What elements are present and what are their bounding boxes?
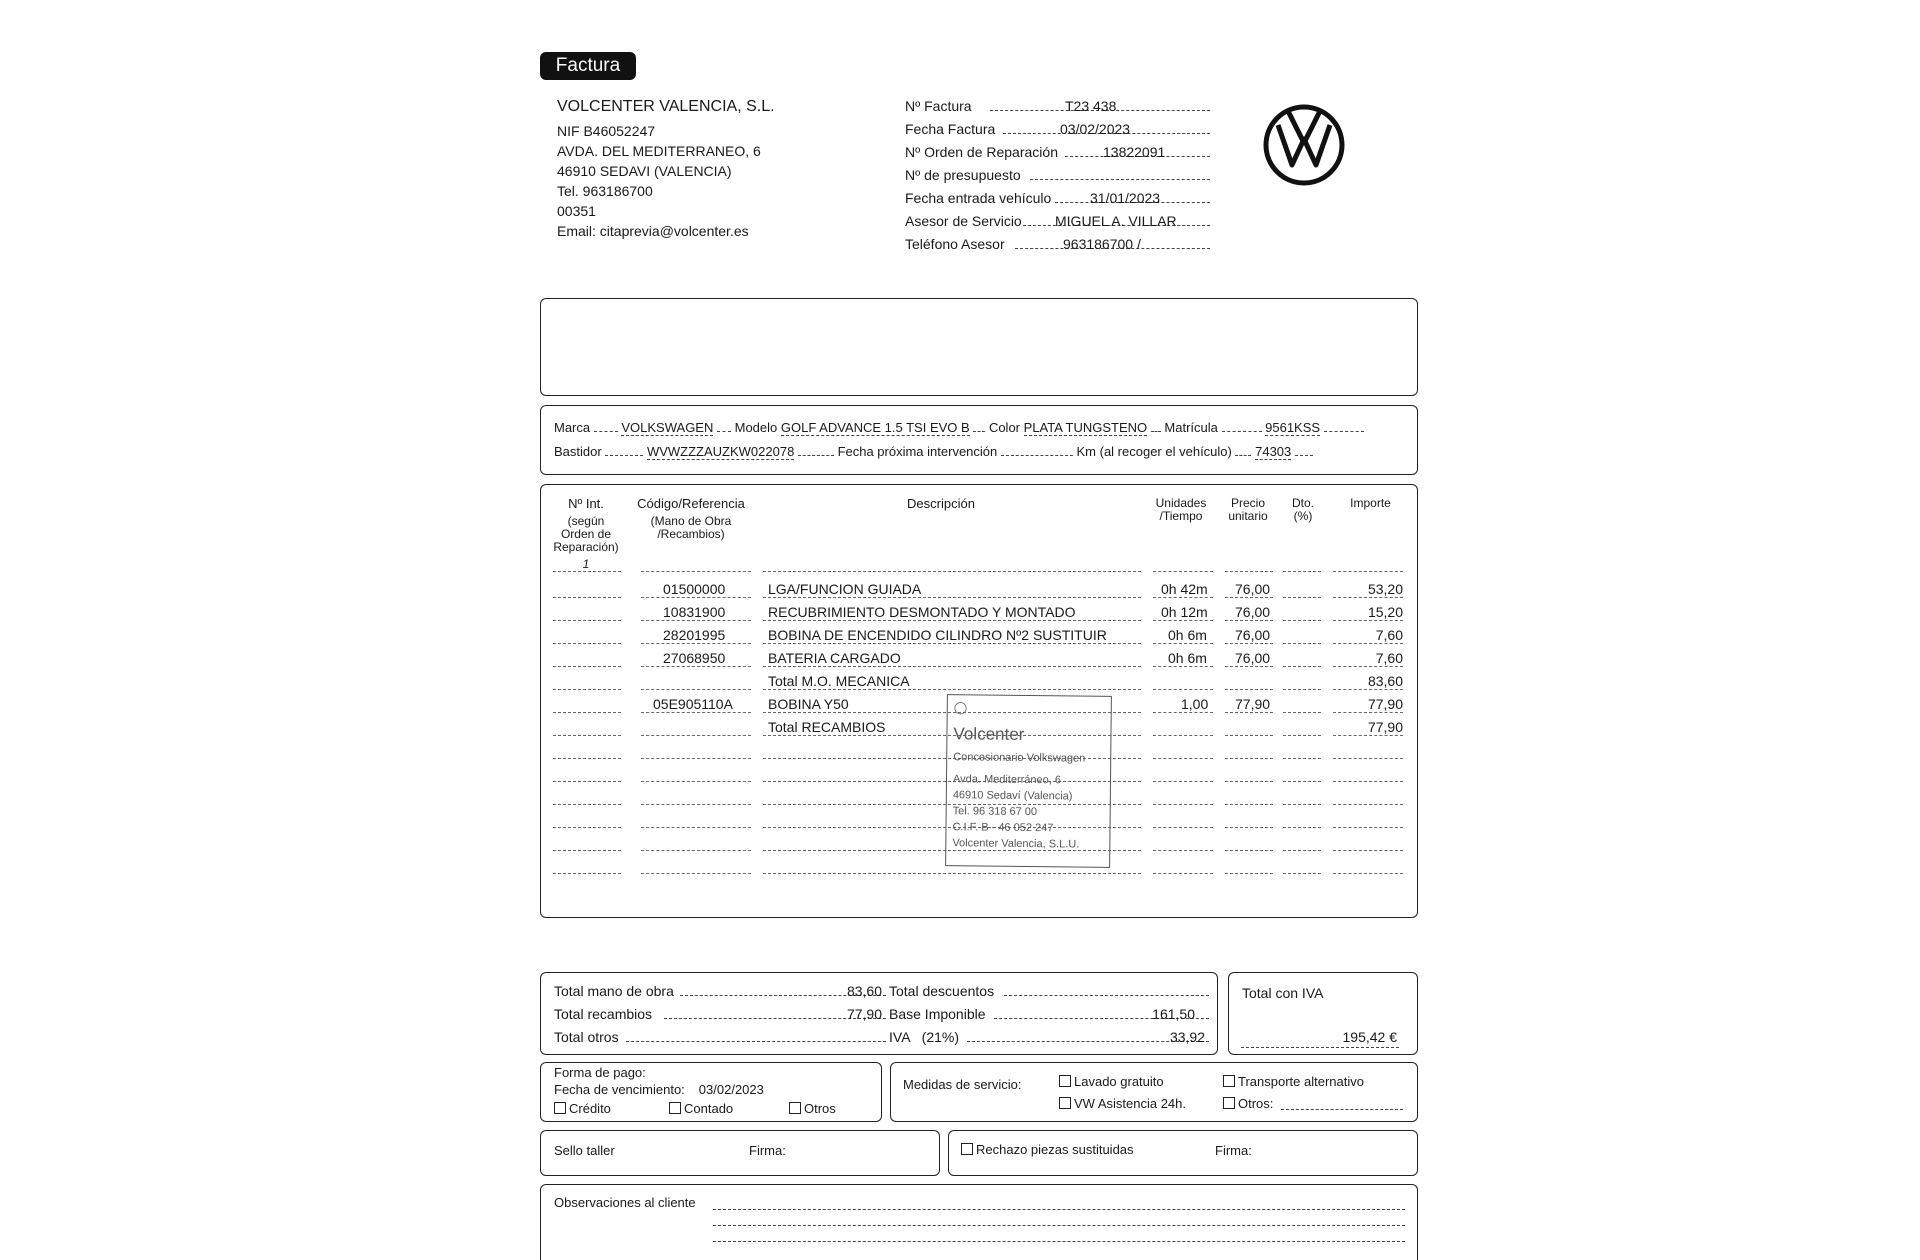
col-header-unidades: Unidades /Tiempo [1155, 496, 1207, 523]
row-guide-line [1333, 735, 1403, 736]
observaciones-label: Observaciones al cliente [554, 1195, 696, 1210]
meta-row: Nº de presupuesto [905, 167, 1210, 190]
row-guide-line [1283, 850, 1321, 851]
row-guide-line [1283, 689, 1321, 690]
row-guide-line [763, 689, 1141, 690]
checkbox[interactable] [1059, 1075, 1071, 1087]
row-guide-line [1333, 781, 1403, 782]
row-guide-line [553, 827, 621, 828]
row-guide-line [1333, 689, 1403, 690]
row-code: 10831900 [663, 604, 726, 620]
pago-credito[interactable]: Crédito [554, 1101, 611, 1116]
stamp-line: Volcenter Valencia, S.L.U. [952, 837, 1080, 851]
row-guide-line [1225, 850, 1273, 851]
row-guide-line [1333, 620, 1403, 621]
stamp-top-icon: ◯ [953, 700, 968, 715]
row-guide-line [763, 571, 1141, 572]
company-line: 46910 SEDAVI (VALENCIA) [557, 163, 732, 179]
sello-box [540, 1130, 940, 1176]
row-guide-line [1153, 666, 1213, 667]
row-desc: RECUBRIMIENTO DESMONTADO Y MONTADO [768, 604, 1076, 620]
meta-row: Asesor de Servicio MIGUEL A. VILLAR [905, 213, 1210, 236]
col-subheader-codigo: (Mano de Obra /Recambios) [650, 514, 732, 541]
row-guide-line [1283, 597, 1321, 598]
row-code: 27068950 [663, 650, 726, 666]
totals-box [540, 972, 1218, 1055]
row-guide-line [553, 758, 621, 759]
col-header-precio: Precio unitario [1228, 496, 1268, 523]
row-guide-line [641, 689, 751, 690]
checkbox[interactable] [1059, 1097, 1071, 1109]
row-guide-line [1333, 643, 1403, 644]
row-guide-line [553, 666, 621, 667]
row-guide-line [1333, 571, 1403, 572]
service-transporte[interactable]: Transporte alternativo [1223, 1074, 1364, 1089]
vehicle-row-2: Bastidor WVWZZZAUZKW022078 Fecha próxima intervención Km (al recoger el vehículo) 74303 [554, 444, 1313, 459]
row-guide-line [1153, 758, 1213, 759]
iva: IVA (21%) 33,92 [889, 1029, 1209, 1045]
row-units: 1,00 [1181, 696, 1209, 712]
stamp-line: Avda. Mediterráneo, 6 [952, 773, 1062, 787]
company-email: Email: citaprevia@volcenter.es [557, 223, 749, 239]
row-guide-line [641, 643, 751, 644]
total-recambios: Total recambios 77,90 [554, 1006, 886, 1022]
row-guide-line [1153, 643, 1213, 644]
row-amount: 83,60 [1367, 673, 1403, 689]
row-guide-line [1153, 689, 1213, 690]
row-guide-line [1225, 643, 1273, 644]
row-guide-line [1283, 571, 1321, 572]
row-guide-line [1333, 827, 1403, 828]
row-guide-line [763, 620, 1141, 621]
row-units: 0h 42m [1161, 581, 1208, 597]
vehicle-row-1: Marca VOLKSWAGEN Modelo GOLF ADVANCE 1.5 TSI EVO B Color PLATA TUNGSTENO Matrícula 9561KSS [554, 420, 1364, 435]
col-header-importe: Importe [1350, 496, 1391, 510]
total-descuentos: Total descuentos [889, 983, 1209, 999]
row-guide-line [1283, 781, 1321, 782]
row-units: 0h 6m [1168, 650, 1207, 666]
stamp-line: Volcenter [953, 724, 1025, 744]
row-guide-line [1283, 827, 1321, 828]
dealer-stamp [945, 694, 1112, 868]
meta-row: Nº Factura T23 438 [905, 98, 1210, 121]
vehicle-box [540, 405, 1418, 475]
row-guide-line [553, 597, 621, 598]
row-guide-line [1333, 712, 1403, 713]
row-price: 76,00 [1235, 650, 1271, 666]
customer-address-box [540, 298, 1418, 396]
row-desc: BOBINA Y50 [768, 696, 849, 712]
checkbox[interactable] [554, 1102, 566, 1114]
row-code: 01500000 [663, 581, 726, 597]
total-otros: Total otros [554, 1029, 886, 1045]
row-desc-total: Total RECAMBIOS [768, 719, 886, 735]
doc-type-badge: Factura [540, 52, 636, 80]
row-guide-line [763, 643, 1141, 644]
col-header-codigo: Código/Referencia [637, 496, 745, 511]
row-guide-line [1153, 827, 1213, 828]
row-guide-line [553, 873, 621, 874]
row-guide-line [1283, 873, 1321, 874]
row-guide-line [1225, 758, 1273, 759]
service-lavado[interactable]: Lavado gratuito [1059, 1074, 1164, 1089]
obs-line [713, 1225, 1405, 1226]
row-price: 77,90 [1235, 696, 1271, 712]
pago-otros[interactable]: Otros [789, 1101, 836, 1116]
company-line: AVDA. DEL MEDITERRANEO, 6 [557, 143, 761, 159]
firma-label: Firma: [749, 1143, 786, 1158]
invoice-lines-table [540, 484, 1418, 918]
total-con-iva-label: Total con IVA [1242, 985, 1324, 1001]
row-guide-line [1283, 758, 1321, 759]
total-con-iva-box [1228, 972, 1418, 1055]
row-guide-line [641, 571, 751, 572]
row-guide-line [763, 873, 1141, 874]
company-block [557, 98, 775, 241]
fecha-vencimiento: Fecha de vencimiento: 03/02/2023 [554, 1082, 764, 1097]
stamp-line: 46910 Sedaví (Valencia) [952, 789, 1073, 803]
row-code: 28201995 [663, 627, 726, 643]
row-guide-line [1225, 597, 1273, 598]
total-con-iva-value: 195,42 € [1342, 1029, 1397, 1045]
row-guide-line [1153, 850, 1213, 851]
row-guide-line [1153, 781, 1213, 782]
row-guide-line [1283, 666, 1321, 667]
row-guide-line [641, 781, 751, 782]
row-amount: 77,90 [1367, 696, 1403, 712]
row-guide-line [763, 666, 1141, 667]
row-guide-line [1333, 597, 1403, 598]
row-price: 76,00 [1235, 604, 1271, 620]
row-guide-line [641, 827, 751, 828]
row-guide-line [641, 850, 751, 851]
col-subheader-nint: (según Orden de Reparación) [553, 514, 619, 554]
row-guide-line [1153, 873, 1213, 874]
row-guide-line [1225, 827, 1273, 828]
col-header-descripcion: Descripción [907, 496, 975, 511]
row-guide-line [1153, 571, 1213, 572]
row-guide-line [641, 758, 751, 759]
company-line: NIF B46052247 [557, 123, 656, 139]
row-guide-line [553, 643, 621, 644]
row-guide-line [1283, 712, 1321, 713]
base-imponible: Base Imponible 161,50 [889, 1006, 1209, 1022]
row-guide-line [1333, 666, 1403, 667]
row-guide-line [641, 735, 751, 736]
total-line [1241, 1047, 1399, 1048]
col-header-nint: Nº Int. [568, 496, 604, 511]
stamp-line: C.I.F. B - 46 052 247 [952, 821, 1054, 835]
row-guide-line [1225, 735, 1273, 736]
row-guide-line [1153, 712, 1213, 713]
row-guide-line [1333, 850, 1403, 851]
row-guide-line [1283, 643, 1321, 644]
row-guide-line [553, 689, 621, 690]
row-amount: 7,60 [1375, 627, 1403, 643]
row-guide-line [641, 597, 751, 598]
nint-value: 1 [582, 557, 590, 571]
meta-row: Nº Orden de Reparación 13822091 [905, 144, 1210, 167]
medidas-label: Medidas de servicio: [903, 1077, 1022, 1092]
row-units: 0h 6m [1168, 627, 1207, 643]
row-desc: BOBINA DE ENCENDIDO CILINDRO Nº2 SUSTITUIR [768, 627, 1107, 643]
row-guide-line [553, 850, 621, 851]
row-price: 76,00 [1235, 627, 1271, 643]
row-code: 05E905110A [653, 696, 733, 712]
stamp-line: Concesionario Volkswagen [953, 751, 1086, 765]
row-guide-line [1153, 735, 1213, 736]
invoice-meta [905, 98, 1210, 259]
row-guide-line [641, 666, 751, 667]
row-guide-line [1153, 597, 1213, 598]
row-desc: LGA/FUNCION GUIADA [768, 581, 922, 597]
row-guide-line [1333, 873, 1403, 874]
obs-line [713, 1241, 1405, 1242]
stamp-line: Tel. 96 318 67 00 [952, 805, 1038, 819]
checkbox[interactable] [789, 1102, 801, 1114]
row-guide-line [1225, 620, 1273, 621]
row-guide-line [1283, 735, 1321, 736]
row-guide-line [763, 597, 1141, 598]
checkbox[interactable] [1223, 1097, 1235, 1109]
row-guide-line [553, 735, 621, 736]
row-guide-line [553, 712, 621, 713]
row-guide-line [1225, 781, 1273, 782]
row-amount: 53,20 [1367, 581, 1403, 597]
vw-logo-icon [1262, 103, 1346, 187]
row-guide-line [1333, 804, 1403, 805]
service-asistencia[interactable]: VW Asistencia 24h. [1059, 1096, 1186, 1111]
company-line: Tel. 963186700 [557, 183, 653, 199]
row-guide-line [1333, 758, 1403, 759]
row-amount: 15,20 [1367, 604, 1403, 620]
observaciones-box [540, 1184, 1418, 1260]
rechazo-piezas[interactable]: Rechazo piezas sustituidas [961, 1142, 1134, 1157]
row-guide-line [553, 620, 621, 621]
row-guide-line [1153, 620, 1213, 621]
pago-contado[interactable]: Contado [669, 1101, 733, 1116]
company-name: VOLCENTER VALENCIA, S.L. [557, 98, 775, 115]
total-mano-obra: Total mano de obra 83,60 [554, 983, 886, 999]
row-guide-line [553, 804, 621, 805]
row-guide-line [1225, 666, 1273, 667]
checkbox[interactable] [669, 1102, 681, 1114]
service-otros[interactable]: Otros: [1223, 1096, 1403, 1111]
checkbox[interactable] [961, 1143, 973, 1155]
col-header-dto: Dto. (%) [1291, 496, 1314, 523]
row-guide-line [1225, 689, 1273, 690]
meta-row: Fecha entrada vehículo 31/01/2023 [905, 190, 1210, 213]
meta-row: Fecha Factura 03/02/2023 [905, 121, 1210, 144]
rechazo-box [948, 1130, 1418, 1176]
obs-line [713, 1209, 1405, 1210]
service-box [890, 1062, 1418, 1122]
row-guide-line [553, 571, 621, 572]
row-guide-line [1225, 873, 1273, 874]
sello-label: Sello taller [554, 1143, 615, 1158]
row-guide-line [1225, 712, 1273, 713]
row-guide-line [1283, 804, 1321, 805]
checkbox[interactable] [1223, 1075, 1235, 1087]
row-amount: 7,60 [1375, 650, 1403, 666]
row-amount: 77,90 [1367, 719, 1403, 735]
company-line: 00351 [557, 203, 596, 219]
row-guide-line [641, 873, 751, 874]
firma-label: Firma: [1215, 1143, 1252, 1158]
row-desc: BATERIA CARGADO [768, 650, 901, 666]
forma-pago-label: Forma de pago: [554, 1065, 646, 1080]
row-guide-line [641, 712, 751, 713]
row-guide-line [1225, 804, 1273, 805]
row-price: 76,00 [1235, 581, 1271, 597]
row-units: 0h 12m [1161, 604, 1208, 620]
row-guide-line [553, 781, 621, 782]
row-guide-line [641, 804, 751, 805]
meta-row: Teléfono Asesor 963186700 / [905, 236, 1210, 259]
row-desc-total: Total M.O. MECANICA [768, 673, 910, 689]
row-guide-line [641, 620, 751, 621]
row-guide-line [1283, 620, 1321, 621]
row-guide-line [1225, 571, 1273, 572]
payment-box [540, 1062, 882, 1122]
row-guide-line [1153, 804, 1213, 805]
